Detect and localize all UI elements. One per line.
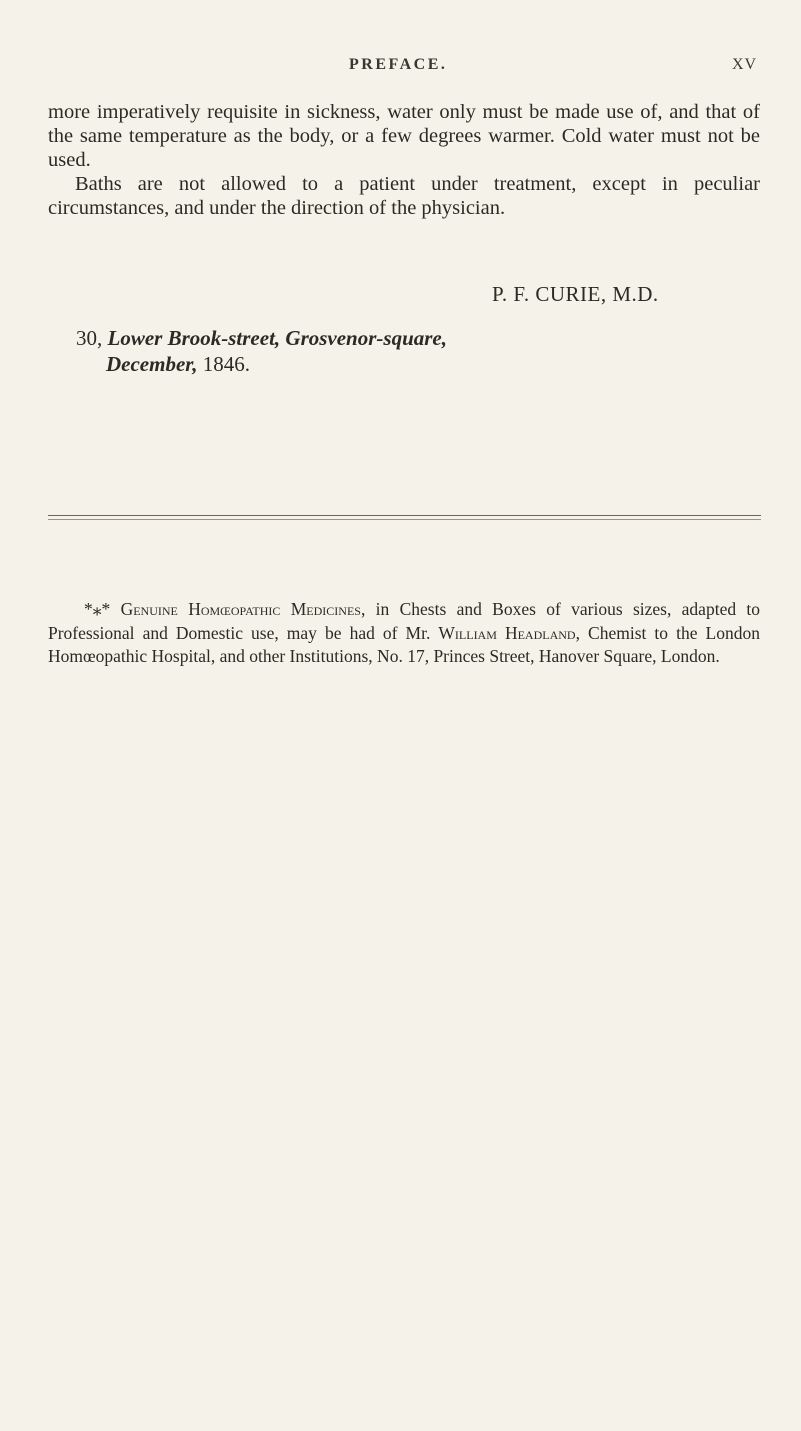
address-street: Lower Brook-street, Grosvenor-square, [107, 326, 447, 350]
address-block [76, 325, 447, 377]
asterism: *⁎* [84, 599, 111, 619]
date-line [76, 351, 447, 377]
separator-rule [48, 515, 761, 516]
author-signature: P. F. CURIE, M.D. [492, 282, 659, 306]
notice-text-2: Chemist to the London Homœopathic Hospital, and other Institutions, No. 17, Princes Street, Hanover Square, London. [48, 622, 760, 666]
advertisement-notice [48, 598, 760, 669]
date-year: 1846. [202, 352, 251, 376]
notice-name: William Headland, [438, 622, 580, 643]
paragraph-water: more imperatively requisite in sickness, water only must be made use of, and that of the same temperature as the body, or a few degrees warmer. Cold water must not be used. [48, 101, 760, 171]
running-head [0, 56, 801, 80]
notice-heading: Genuine Homœopathic Medicines, [120, 599, 366, 619]
address-number: 30, [76, 326, 103, 350]
notice-text-1: in Chests and Boxes of various sizes, adapted to Professional and Domestic use, may be had of Mr. [48, 599, 761, 643]
paragraph-baths: Baths are not allowed to a patient under treatment, except in peculiar circumstances, and under the direction of the physician. [48, 173, 760, 219]
address-line [76, 325, 447, 351]
page-number: XV [732, 56, 758, 73]
date-month: December, [106, 352, 198, 376]
separator-rule-secondary [48, 519, 761, 520]
body-text [48, 100, 760, 220]
running-title: PREFACE. [349, 56, 448, 73]
